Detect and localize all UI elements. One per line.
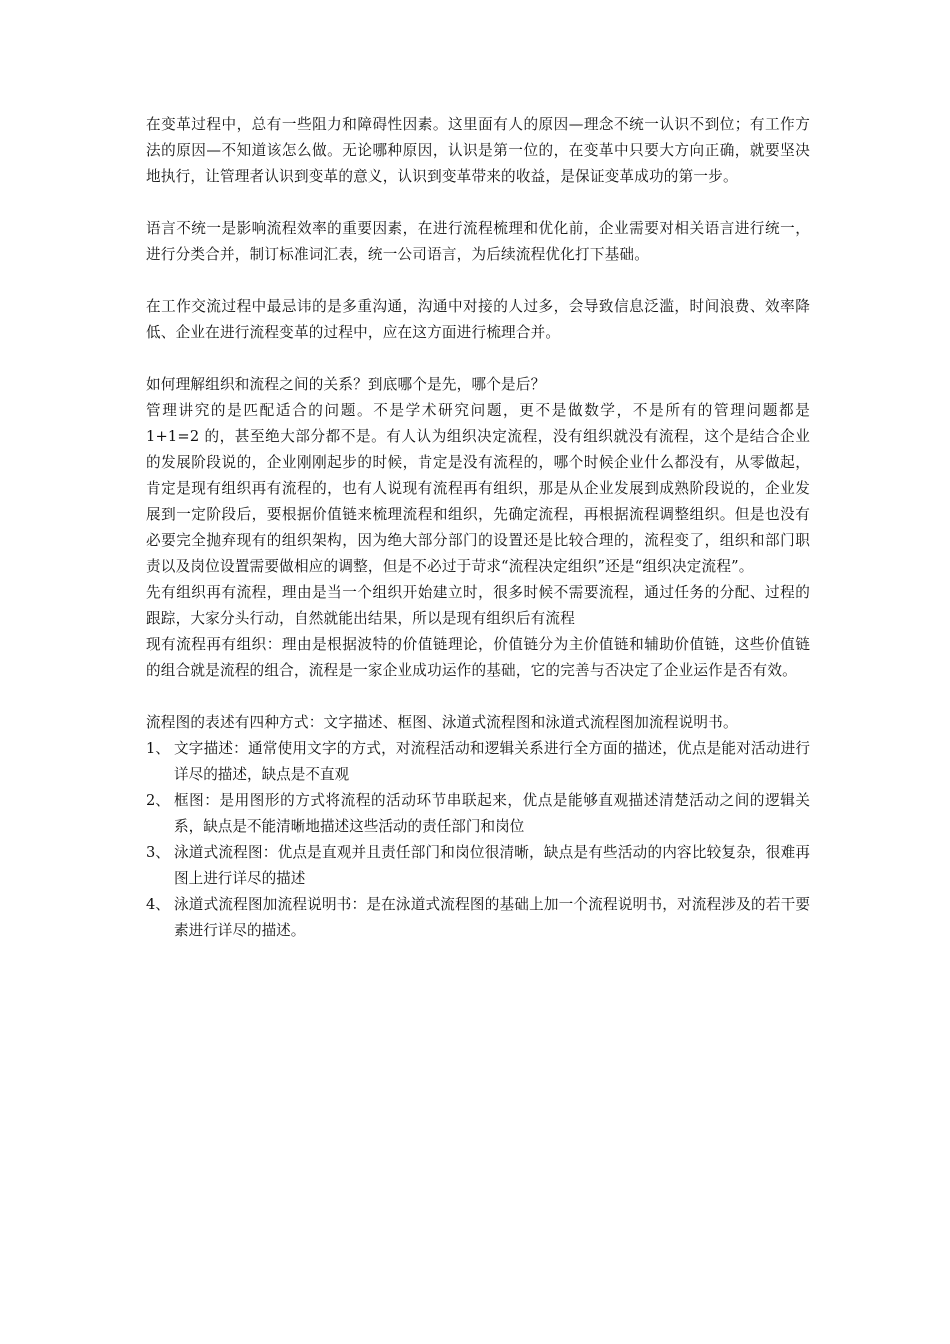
list-item-number: 1、 xyxy=(146,740,170,757)
list-item xyxy=(146,840,810,892)
paragraph-organization-first: 先有组织再有流程，理由是当一个组织开始建立时，很多时候不需要流程，通过任务的分配、过程的跟踪，大家分头行动，自然就能出结果，所以是现有组织后有流程 xyxy=(146,584,810,627)
list-item-text: 文字描述：通常使用文字的方式，对流程活动和逻辑关系进行全方面的描述，优点是能对活动进行详尽的描述，缺点是不直观 xyxy=(174,740,810,783)
paragraph-management-matching: 管理讲究的是匹配适合的问题。不是学术研究问题，更不是做数学，不是所有的管理问题都是 1+1=2 的，甚至绝大部分都不是。有人认为组织决定流程，没有组织就没有流程，这个是结合企业的发展阶段说的，企业刚刚起步的时候，肯定是没有流程的，哪个时候企业什么都没有，从零做起，肯定是现有组织再有流程的，也有人说现有流程再有组织，那是从企业发展到成熟阶段说的，企业发展到一定阶段后，要根据价值链来梳理流程和组织，先确定流程，再根据流程调整组织。但是也没有必要完全抛弃现有的组织架构，因为绝大部分部门的设置还是比较合理的，流程变了，组织和部门职责以及岗位设置需要做相应的调整，但是不必过于苛求“流程决定组织”还是“组织决定流程”。 xyxy=(146,402,810,575)
list-item-number: 3、 xyxy=(146,844,170,861)
list-item xyxy=(146,788,810,840)
paragraph-question: 如何理解组织和流程之间的关系？到底哪个是先，哪个是后？ xyxy=(146,376,546,393)
list-item xyxy=(146,736,810,788)
document-page xyxy=(146,112,810,944)
paragraph-spacer xyxy=(146,190,810,216)
flowchart-methods-list xyxy=(146,736,810,944)
list-item-number: 4、 xyxy=(146,896,170,913)
paragraph-spacer xyxy=(146,684,810,710)
paragraph-communication: 在工作交流过程中最忌讳的是多重沟通，沟通中对接的人过多，会导致信息泛滥，时间浪费、效率降低、企业在进行流程变革的过程中，应在这方面进行梳理合并。 xyxy=(146,298,810,341)
paragraph-process-first: 现有流程再有组织：理由是根据波特的价值链理论，价值链分为主价值链和辅助价值链，这些价值链的组合就是流程的组合，流程是一家企业成功运作的基础，它的完善与否决定了企业运作是否有效。 xyxy=(146,636,810,679)
paragraph-flowchart-intro: 流程图的表述有四种方式：文字描述、框图、泳道式流程图和泳道式流程图加流程说明书。 xyxy=(146,714,738,731)
paragraph-spacer xyxy=(146,268,810,294)
paragraph-spacer xyxy=(146,346,810,372)
list-item-text: 泳道式流程图：优点是直观并且责任部门和岗位很清晰，缺点是有些活动的内容比较复杂，很难再图上进行详尽的描述 xyxy=(174,844,810,887)
list-item xyxy=(146,892,810,944)
list-item-text: 泳道式流程图加流程说明书：是在泳道式流程图的基础上加一个流程说明书，对流程涉及的若干要素进行详尽的描述。 xyxy=(174,896,810,939)
paragraph-language-unification: 语言不统一是影响流程效率的重要因素，在进行流程梳理和优化前，企业需要对相关语言进行统一，进行分类合并，制订标准词汇表，统一公司语言，为后续流程优化打下基础。 xyxy=(146,220,810,263)
paragraph-change-resistance: 在变革过程中，总有一些阻力和障碍性因素。这里面有人的原因—理念不统一认识不到位；有工作方法的原因—不知道该怎么做。无论哪种原因，认识是第一位的，在变革中只要大方向正确，就要坚决地执行，让管理者认识到变革的意义，认识到变革带来的收益，是保证变革成功的第一步。 xyxy=(146,116,810,185)
list-item-number: 2、 xyxy=(146,792,170,809)
list-item-text: 框图：是用图形的方式将流程的活动环节串联起来，优点是能够直观描述清楚活动之间的逻辑关系，缺点是不能清晰地描述这些活动的责任部门和岗位 xyxy=(174,792,810,835)
